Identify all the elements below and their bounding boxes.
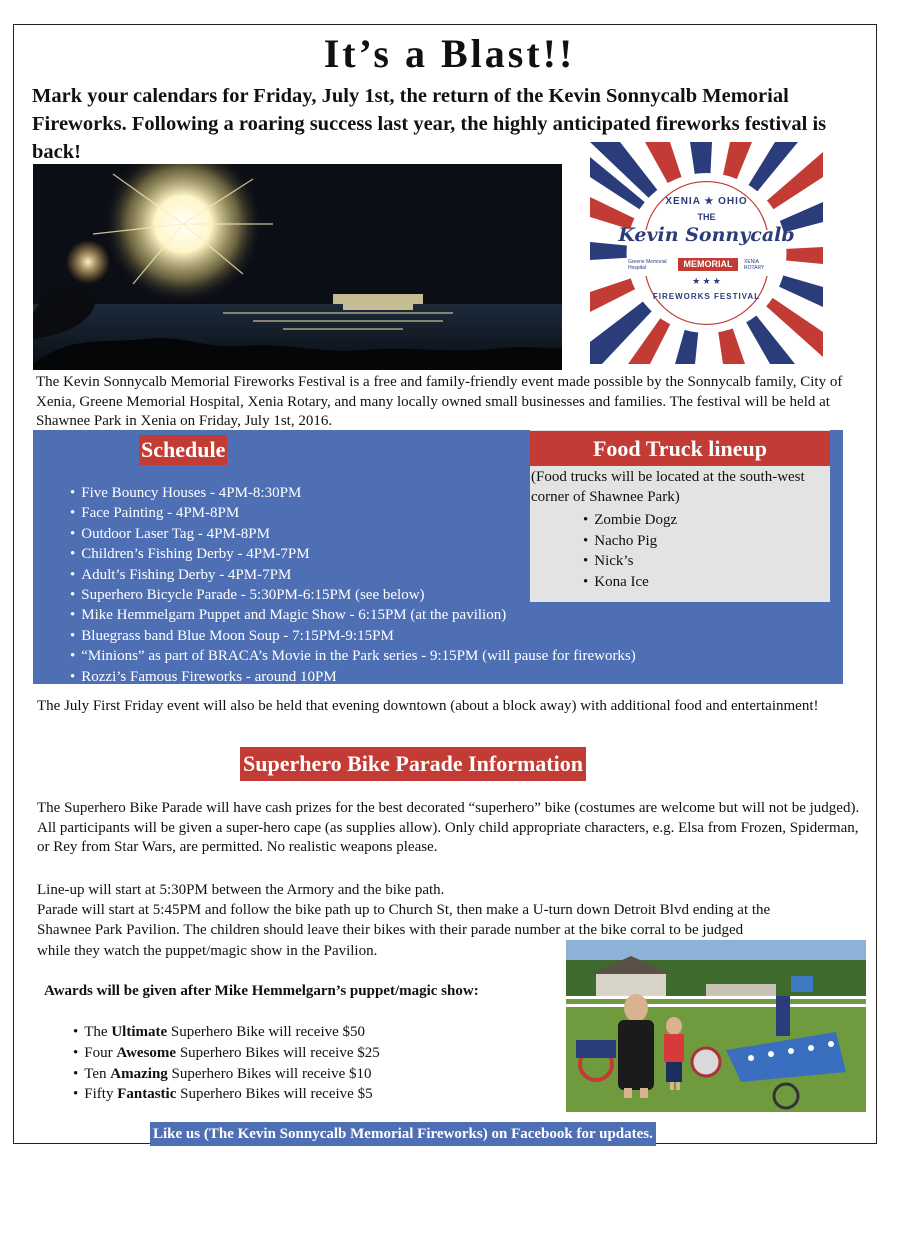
- intro-text: Mark your calendars for Friday, July 1st, the return of the Kevin Sonnycalb Memorial Fireworks. Following a roaring success last year, the highly anticipated fireworks festival is back!: [32, 85, 827, 163]
- facebook-banner: Like us (The Kevin Sonnycalb Memorial Fireworks) on Facebook for updates.: [150, 1122, 656, 1146]
- logo-name: Kevin Sonnycalb: [618, 224, 795, 246]
- schedule-item: • Rozzi’s Famous Fireworks - around 10PM: [70, 667, 636, 687]
- schedule-item: • “Minions” as part of BRACA’s Movie in the Park series - 9:15PM (will pause for fireworks): [70, 646, 636, 666]
- logo-bottom-text: FIREWORKS FESTIVAL: [652, 292, 761, 301]
- bike-parade-photo: [566, 940, 866, 1112]
- food-truck-heading: Food Truck lineup: [530, 431, 830, 466]
- bike-parade-rules: The Superhero Bike Parade will have cash prizes for the best decorated “superhero” bike (costumes are welcome but will not be judged). All participants will be given a super-hero cape (as supplies allow). Only child appropriate characters, e.g. Elsa from Frozen, Spiderman, or Rey from Star Wars, are permitted. No realistic weapons please.: [37, 800, 860, 855]
- awards-list: [73, 1022, 380, 1105]
- schedule-item: • Mike Hemmelgarn Puppet and Magic Show - 6:15PM (at the pavilion): [70, 605, 636, 625]
- parade-route-text-1: Parade will start at 5:45PM and follow the bike path up to Church St, then make a U-turn down Detroit Blvd ending at the: [37, 902, 771, 918]
- food-truck-note: (Food trucks will be located at the south-west corner of Shawnee Park): [531, 469, 805, 505]
- bike-parade-heading: Superhero Bike Parade Information: [240, 747, 586, 781]
- schedule-item: • Superhero Bicycle Parade - 5:30PM-6:15PM (see below): [70, 585, 636, 605]
- food-truck-item: • Zombie Dogz: [583, 510, 677, 531]
- logo-the: THE: [697, 212, 716, 222]
- award-item: • Ten Amazing Superhero Bikes will receive $10: [73, 1064, 380, 1085]
- food-truck-item: • Nick’s: [583, 551, 677, 572]
- festival-description: The Kevin Sonnycalb Memorial Fireworks Festival is a free and family-friendly event made possible by the Sonnycalb family, City of Xenia, Greene Memorial Hospital, Xenia Rotary, and many locally owned small businesses and families. The festival will be held at Shawnee Park in Xenia on Friday, July 1st, 2016.: [36, 374, 843, 429]
- schedule-item: • Bluegrass band Blue Moon Soup - 7:15PM-9:15PM: [70, 626, 636, 646]
- schedule-heading: Schedule: [139, 435, 227, 465]
- award-item: • Fifty Fantastic Superhero Bikes will receive $5: [73, 1084, 380, 1105]
- logo-sponsor-left: Greene Memorial Hospital: [628, 259, 667, 271]
- parade-route-text-2: Shawnee Park Pavilion. The children should leave their bikes with their parade number at the bike corral to be judged: [37, 922, 744, 938]
- lineup-text: Line-up will start at 5:30PM between the Armory and the bike path.: [37, 882, 445, 898]
- logo-stars: ★ ★ ★: [692, 276, 721, 286]
- schedule-item: • Face Painting - 4PM-8PM: [70, 503, 636, 523]
- fireworks-photo: [33, 164, 562, 370]
- food-truck-list: [583, 510, 677, 592]
- schedule-item: • Outdoor Laser Tag - 4PM-8PM: [70, 524, 636, 544]
- schedule-item: • Children’s Fishing Derby - 4PM-7PM: [70, 544, 636, 564]
- schedule-item: • Adult’s Fishing Derby - 4PM-7PM: [70, 565, 636, 585]
- award-item: • The Ultimate Superhero Bike will receive $50: [73, 1022, 380, 1043]
- awards-heading: Awards will be given after Mike Hemmelgarn’s puppet/magic show:: [44, 983, 479, 999]
- parade-route-text-3: while they watch the puppet/magic show in the Pavilion.: [37, 943, 378, 959]
- logo-sponsor-right: XENIA ROTARY: [744, 259, 765, 271]
- logo-memorial: MEMORIAL: [678, 258, 738, 271]
- food-truck-item: • Nacho Pig: [583, 531, 677, 552]
- festival-logo: [590, 142, 823, 364]
- schedule-item: • Five Bouncy Houses - 4PM-8:30PM: [70, 483, 636, 503]
- logo-top-text: XENIA ★ OHIO: [665, 196, 748, 207]
- food-truck-item: • Kona Ice: [583, 572, 677, 593]
- first-friday-text: The July First Friday event will also be held that evening downtown (about a block away) with additional food and entertainment!: [37, 698, 819, 714]
- page-title: It’s a Blast!!: [323, 31, 576, 76]
- award-item: • Four Awesome Superhero Bikes will receive $25: [73, 1043, 380, 1064]
